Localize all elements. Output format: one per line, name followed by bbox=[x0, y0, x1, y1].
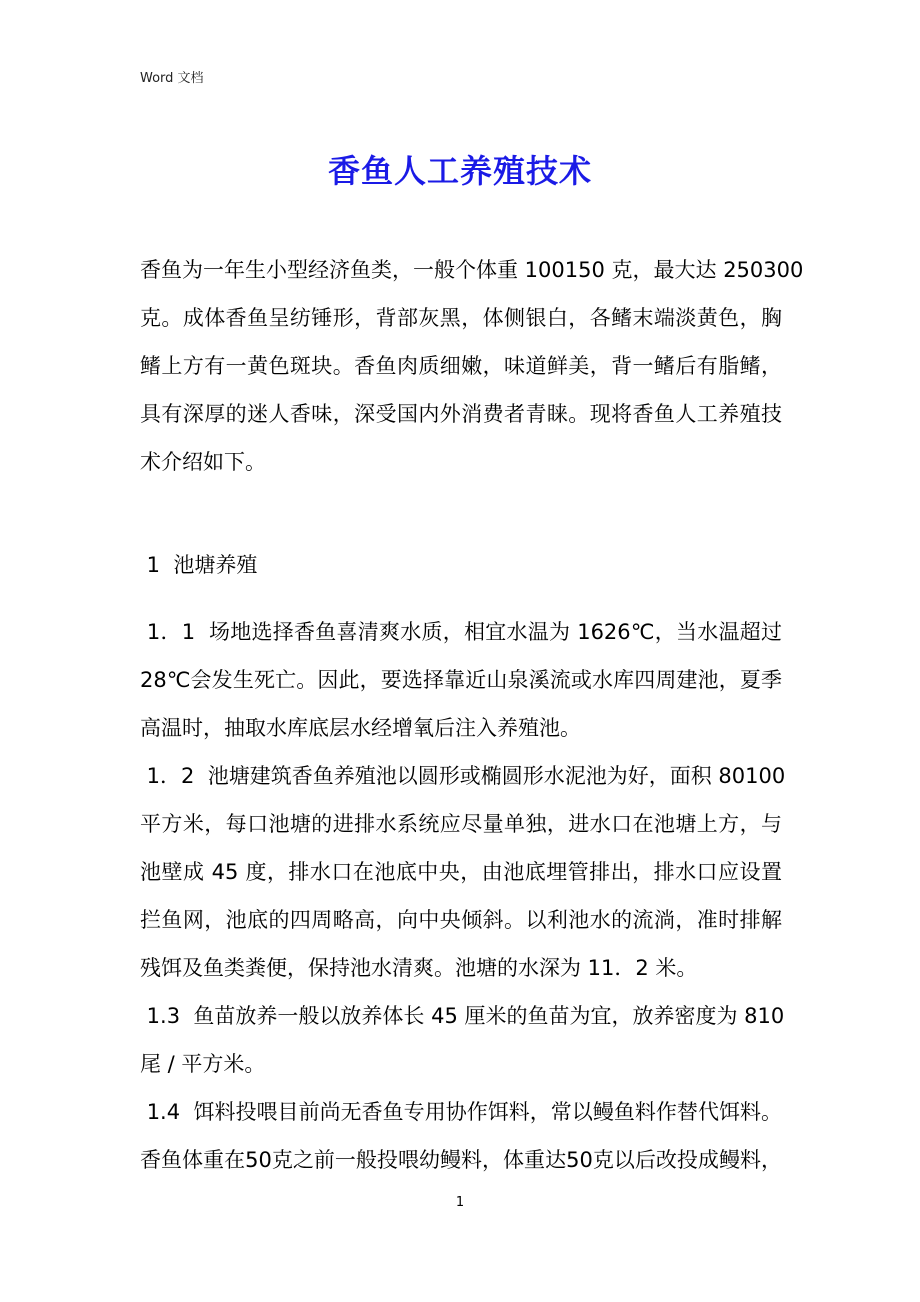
paragraph-line: 克。成体香鱼呈纺锤形，背部灰黑，体侧银白，各鳍末端淡黄色，胸 bbox=[140, 306, 782, 330]
paragraph-line: 香鱼体重在50克之前一般投喂幼鳗料，体重达50克以后改投成鳗料， bbox=[140, 1148, 782, 1172]
paragraph-line: 残饵及鱼类粪便，保持池水清爽。池塘的水深为 11．2 米。 bbox=[140, 956, 698, 980]
document-title: 香鱼人工养殖技术 bbox=[327, 152, 592, 190]
paragraph-line: 28℃会发生死亡。因此，要选择靠近山泉溪流或水库四周建池，夏季 bbox=[140, 668, 782, 692]
page-number: 1 bbox=[455, 1195, 465, 1210]
paragraph-line: 池壁成 45 度，排水口在池底中央，由池底埋管排出，排水口应设置 bbox=[140, 860, 782, 884]
paragraph-line: 鳍上方有一黄色斑块。香鱼肉质细嫩，味道鲜美，背一鳍后有脂鳍， bbox=[140, 354, 782, 378]
paragraph-line: 1.4 饵料投喂目前尚无香鱼专用协作饵料，常以鳗鱼料作替代饵料。 bbox=[140, 1100, 782, 1124]
paragraph-line: 1.3 鱼苗放养一般以放养体长 45 厘米的鱼苗为宜，放养密度为 810 bbox=[140, 1004, 785, 1028]
paragraph-line: 术介绍如下。 bbox=[140, 450, 266, 474]
paragraph-line: 1．2 池塘建筑香鱼养殖池以圆形或椭圆形水泥池为好，面积 80100 bbox=[140, 764, 786, 788]
paragraph-line: 具有深厚的迷人香味，深受国内外消费者青睐。现将香鱼人工养殖技 bbox=[140, 402, 782, 426]
paragraph-line: 高温时，抽取水库底层水经增氧后注入养殖池。 bbox=[140, 716, 581, 740]
paragraph-line: 1．1 场地选择香鱼喜清爽水质，相宜水温为 1626℃，当水温超过 bbox=[140, 620, 782, 644]
paragraph-line: 尾 / 平方米。 bbox=[140, 1052, 266, 1076]
page-header: Word 文档 bbox=[140, 71, 204, 86]
section-heading: 1 池塘养殖 bbox=[140, 553, 258, 577]
paragraph-line: 香鱼为一年生小型经济鱼类，一般个体重 100150 克，最大达 250300 bbox=[140, 258, 804, 282]
paragraph-line: 平方米，每口池塘的进排水系统应尽量单独，进水口在池塘上方，与 bbox=[140, 812, 782, 836]
paragraph-line: 拦鱼网，池底的四周略高，向中央倾斜。以利池水的流淌，准时排解 bbox=[140, 908, 782, 932]
